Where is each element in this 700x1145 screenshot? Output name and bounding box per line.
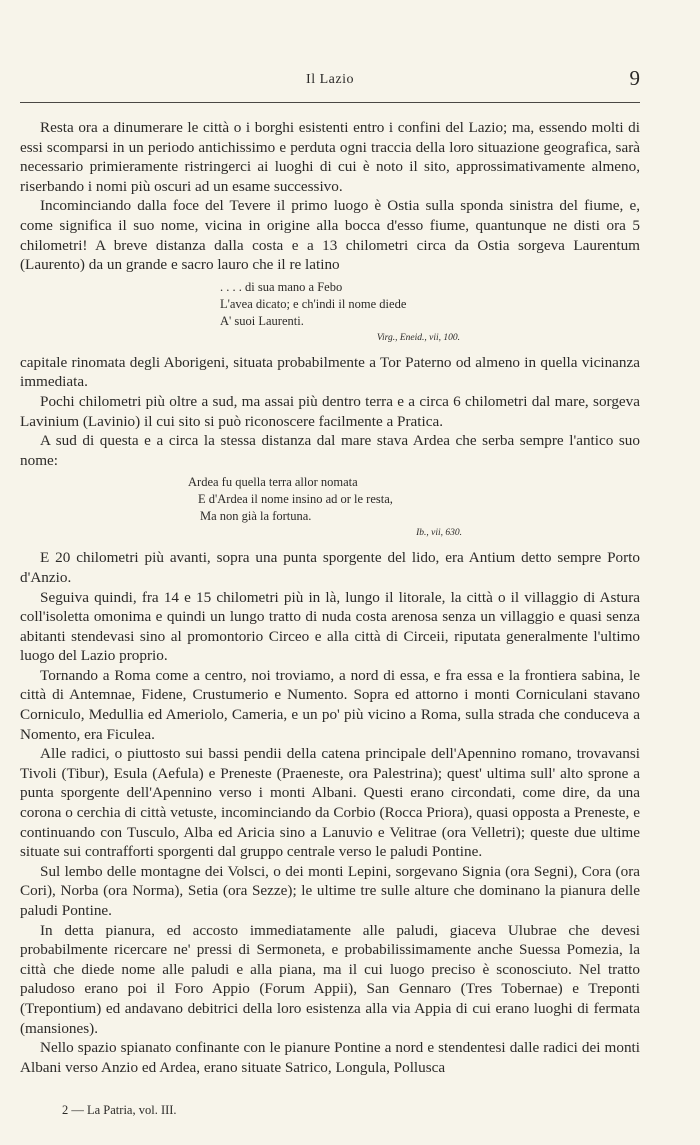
verse-line: . . . . di sua mano a Febo bbox=[220, 279, 343, 294]
signature-mark: 2 — La Patria, vol. III. bbox=[62, 1103, 177, 1117]
paragraph: Incominciando dalla foce del Tevere il primo luogo è Ostia sulla sponda sinistra del fiume, e, come significa il suo nome, vicina in origine alla bocca d'esso fiume, quantunque ne disti ora 5 chilometri! A breve distanza dalla costa e a 13 chilometri circa da Ostia sorgeva Laurentum (Laurento) da un grande e sacro lauro che il re latino bbox=[20, 197, 640, 274]
paragraph: In detta pianura, ed accosto immediatamente alle paludi, giaceva Ulubrae che devesi probabilmente ricercare ne' pressi di Sermoneta, e probabilissimamente anche Suessa Pomezia, la città che diede nome alle paludi e alla piana, ma il cui luogo preciso è sconosciuto. Nel tratto paludoso erano poi il Foro Appio (Forum Appii), San Gennaro (Tres Tobernae) e Treponti (Trepontium) ed andavano debitrici della loro esistenza alla via Appia di cui erano luoghi di fermata (mansiones). bbox=[20, 921, 640, 1037]
running-title: Il Lazio bbox=[306, 72, 354, 87]
paragraph: E 20 chilometri più avanti, sopra una punta sporgente del lido, era Antium detto sempre Porto d'Anzio. bbox=[20, 549, 640, 586]
verse-line: Ardea fu quella terra allor nomata bbox=[188, 475, 358, 490]
paragraph: Resta ora a dinumerare le città o i borghi esistenti entro i confini del Lazio; ma, essendo molti di essi scomparsi in un periodo antichissimo e perduta ogni traccia della loro situazione geografica, sarà necessario primieramente ristringerci ai luoghi di cui è noto il sito, approssimativamente almeno, riserbando i nomi più oscuri ad un esame successivo. bbox=[20, 119, 640, 195]
verse-line: L'avea dicato; e ch'indi il nome diede bbox=[220, 296, 407, 311]
paragraph: Seguiva quindi, fra 14 e 15 chilometri più in là, lungo il litorale, la città o il villaggio di Astura coll'isoletta omonima e quindi un lungo tratto di nuda costa arenosa senza un villaggio e quasi senza abitanti stendevasi sino al promontorio Circeo e alla città di Circeii, riputata generalmente l'ultimo luogo del Lazio proprio. bbox=[20, 588, 640, 665]
main-text bbox=[20, 118, 640, 1077]
header-rule bbox=[20, 102, 640, 103]
paragraph: Nello spazio spianato confinante con le pianure Pontine a nord e stendentesi dalle radici dei monti Albani verso Anzio ed Ardea, erano situate Satrico, Longula, Pollusca bbox=[20, 1039, 640, 1076]
verse-quotation bbox=[20, 279, 640, 347]
verse-line: A' suoi Laurenti. bbox=[220, 313, 304, 328]
paragraph: A sud di questa e a circa la stessa distanza dal mare stava Ardea che serba sempre l'antico suo nome: bbox=[20, 432, 640, 469]
paragraph: Tornando a Roma come a centro, noi troviamo, a nord di essa, e fra essa e la frontiera sabina, le città di Antemnae, Fidene, Crustumerio e Numento. Sopra ed attorno i monti Corniculani stavano Corniculo, Medullia ed Ameriolo, Cameria, e un po' più vicino a Roma, sulla strada che conduceva a Nomento, era Ficulea. bbox=[20, 666, 640, 743]
paragraph: Sul lembo delle montagne dei Volsci, o dei monti Lepini, sorgevano Signia (ora Segni), Cora (ora Cori), Norba (ora Norma), Setia (ora Sezze); le ultime tre sulle alture che dominano la pianura delle paludi Pontine. bbox=[20, 862, 640, 919]
page-number: 9 bbox=[629, 66, 640, 90]
paragraph: Alle radici, o piuttosto sui bassi pendii della catena principale dell'Apennino romano, trovavansi Tivoli (Tibur), Esula (Aefula) e Preneste (Praeneste, ora Palestrina); quest' ultima sull' alto sprone a punta sporgente dell'Apennino verso i monti Albani. Questi erano circondati, come dire, da una corona o cerchia di città vetuste, incominciando da Corbio (Rocca Priora), quasi opposta a Preneste, e continuando con Tusculo, Alba ed Aricia sino a Lanuvio e Velitrae (ora Velletri); queste due ultime situate sui contrafforti sporgenti dal gruppo centrale verso le paludi Pontine. bbox=[20, 745, 640, 861]
verse-citation: Ib., vii, 630. bbox=[416, 528, 462, 539]
verse-citation: Virg., Eneid., vii, 100. bbox=[376, 332, 460, 343]
running-header bbox=[20, 66, 640, 92]
paragraph: capitale rinomata degli Aborigeni, situata probabilmente a Tor Paterno od almeno in quella vicinanza immediata. bbox=[20, 353, 640, 391]
verse-quotation bbox=[20, 474, 640, 542]
paragraph: Pochi chilometri più oltre a sud, ma assai più dentro terra e a circa 6 chilometri dal mare, sorgeva Lavinium (Lavinio) il cui sito si può riconoscere facilmente a Pratica. bbox=[20, 392, 640, 430]
verse-line: E d'Ardea il nome insino ad or le resta, bbox=[198, 492, 393, 507]
verse-line: Ma non già la fortuna. bbox=[200, 509, 312, 524]
